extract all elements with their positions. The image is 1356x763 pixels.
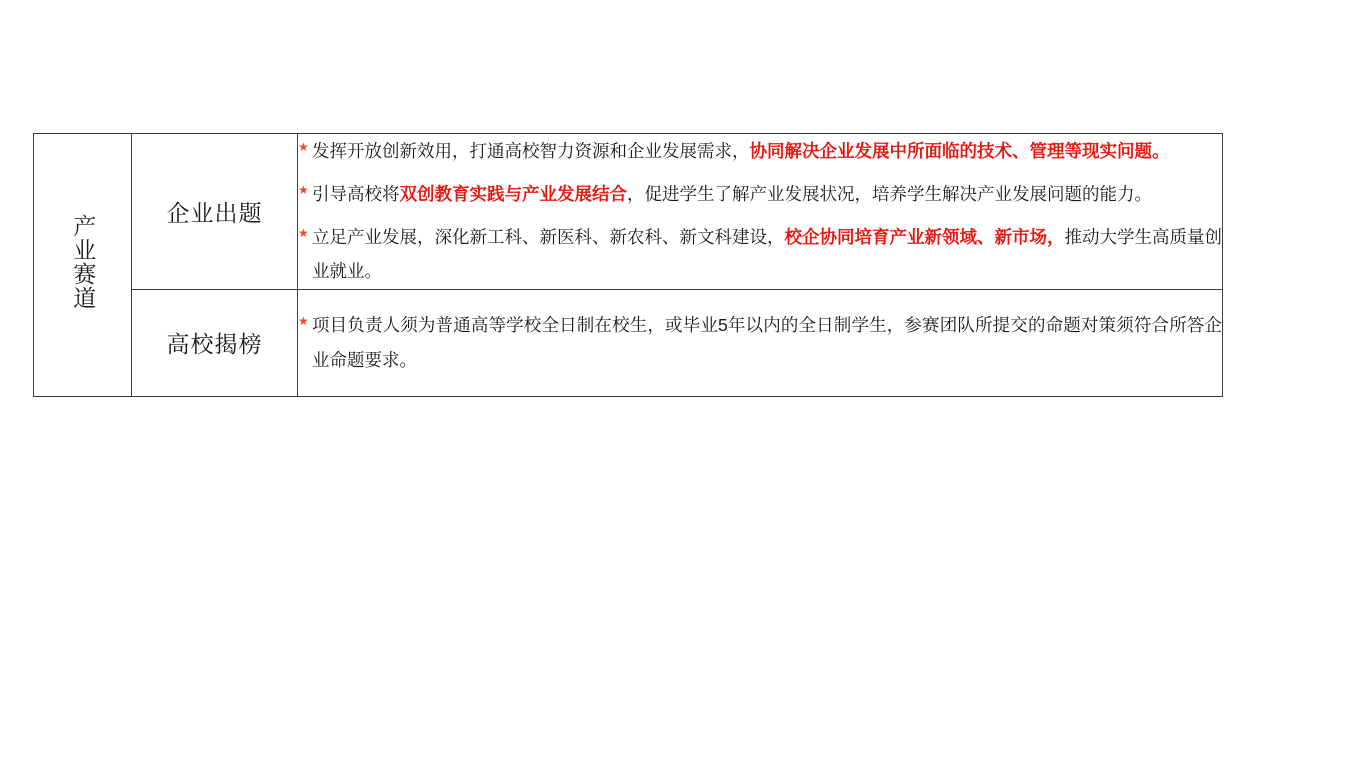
table-row (34, 134, 1223, 290)
list-item (298, 134, 1222, 168)
row-body-cell-2 (298, 289, 1223, 396)
row-label-2: 高校揭榜 (166, 331, 263, 357)
row-label-cell-1 (132, 134, 298, 290)
bullet-text-plain-4: 项目负责人须为普通高等学校全日制在校生，或毕业5年以内的全日制学生，参赛团队所提交的命题对策须符合所答企业命题要求。 (312, 314, 1222, 370)
category-label: 产业赛道 (70, 214, 97, 311)
bullet-text-plain-3b: 推动大学生高质量创业就业。 (312, 227, 1222, 282)
star-icon: ★ (298, 313, 309, 328)
list-item (298, 220, 1222, 288)
bullet-list-2 (298, 308, 1222, 378)
row-label-1: 企业出题 (166, 199, 263, 226)
bullet-text-plain-2b: ，促进学生了解产业发展状况，培养学生解决产业发展问题的能力。 (627, 184, 1152, 205)
row-label-cell-2 (132, 289, 298, 396)
star-icon: ★ (298, 140, 309, 154)
bullet-text-highlight-3: 校企协同培育产业新领域、新市场， (784, 227, 1065, 248)
bullet-text-highlight-2: 双创教育实践与产业发展结合 (399, 184, 627, 205)
list-item (298, 177, 1222, 211)
bullet-text-highlight-1: 协同解决企业发展中所面临的技术、管理等现实问题。 (749, 141, 1170, 161)
rules-table (33, 133, 1223, 397)
list-item (298, 308, 1222, 378)
table-row (34, 289, 1223, 396)
bullet-text-plain-1: 发挥开放创新效用，打通高校智力资源和企业发展需求， (312, 141, 750, 161)
bullet-text-plain-2a: 引导高校将 (312, 184, 400, 205)
row-body-cell-1 (298, 134, 1223, 290)
star-icon: ★ (298, 226, 309, 241)
bullet-text-plain-3a: 立足产业发展，深化新工科、新医科、新农科、新文科建设， (312, 227, 785, 248)
star-icon: ★ (298, 183, 309, 198)
bullet-list-1 (298, 134, 1222, 289)
category-cell (34, 134, 132, 397)
